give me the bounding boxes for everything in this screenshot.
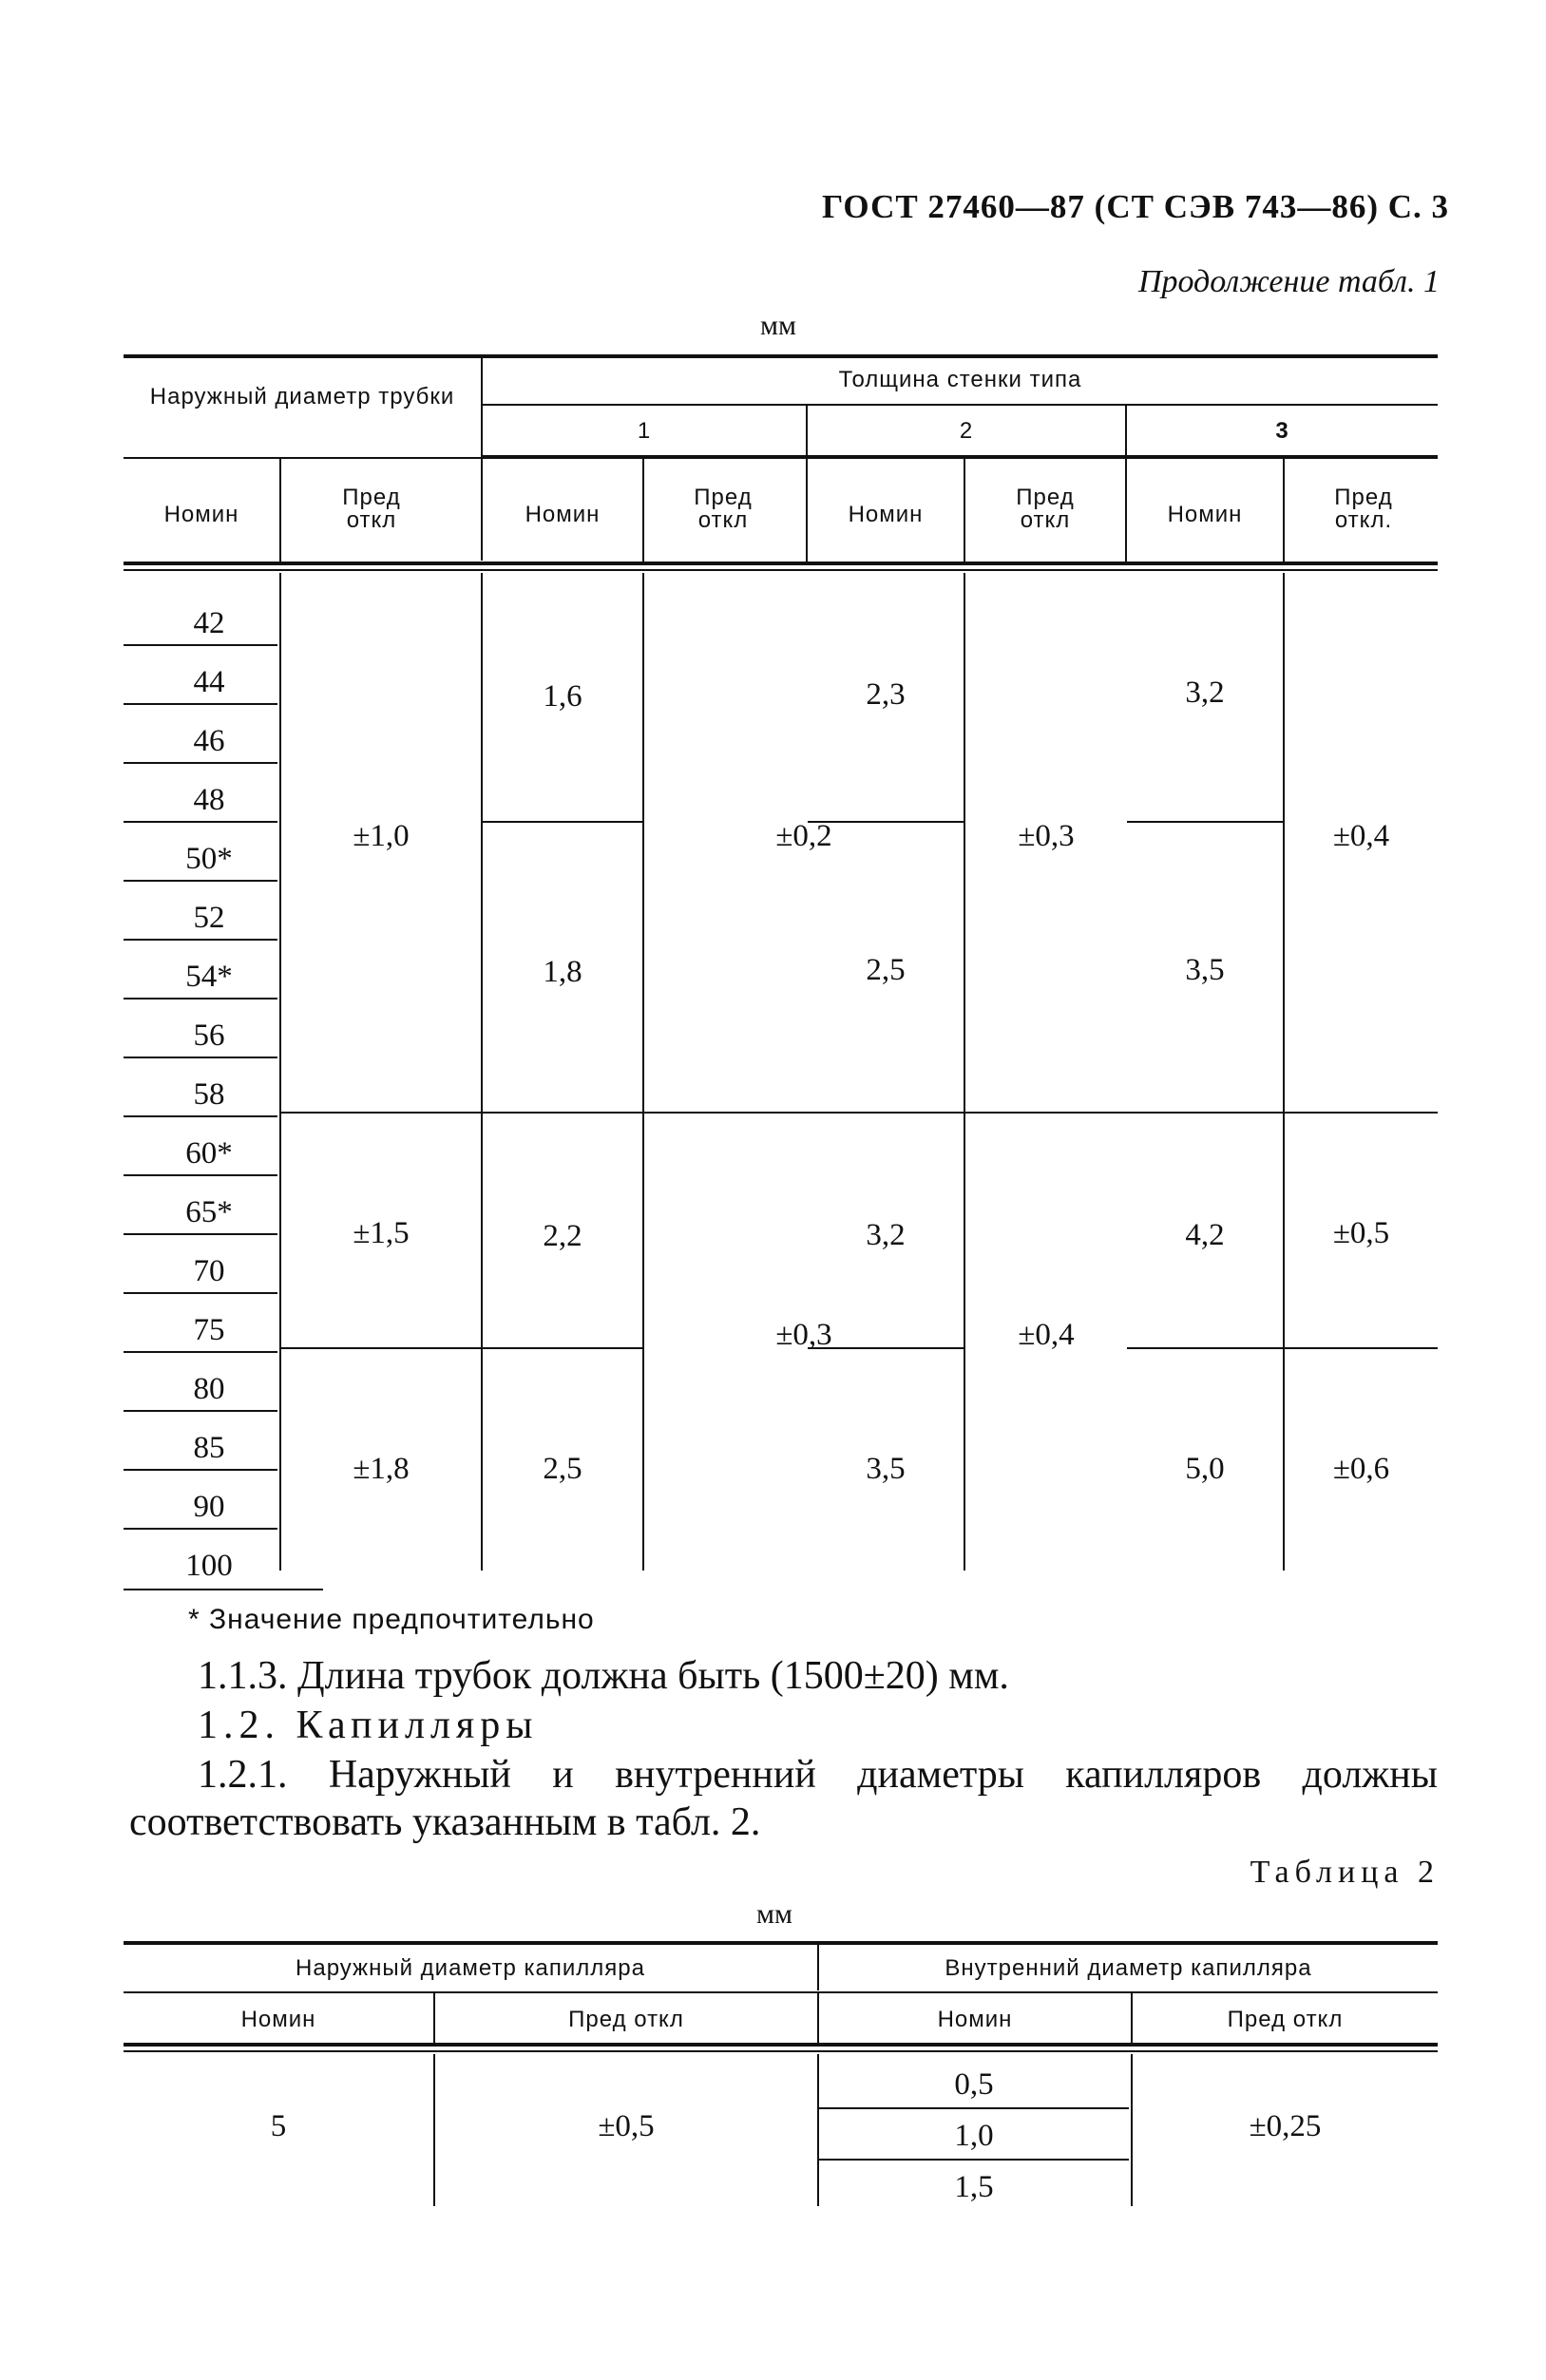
diameter-deviation: ±1,5 xyxy=(353,1216,410,1250)
type3-nominal: 5,0 xyxy=(1185,1452,1225,1486)
diameter-value: 80 xyxy=(193,1372,225,1406)
header-type1-dev: Пред откл xyxy=(694,485,753,533)
type2-deviation: ±0,3 xyxy=(1018,819,1075,853)
header-outer-diameter: Наружный диаметр трубки xyxy=(149,384,455,409)
type2-nominal: 3,2 xyxy=(866,1218,906,1252)
table-continuation-label: Продолжение табл. 1 xyxy=(1137,264,1440,299)
t2-outer-deviation: ±0,5 xyxy=(598,2109,655,2143)
diameter-value: 48 xyxy=(193,783,225,817)
type1-nominal: 1,8 xyxy=(543,955,582,989)
t2-inner-nominal: 0,5 xyxy=(954,2067,994,2102)
diameter-value: 46 xyxy=(193,724,225,758)
diameter-value: 44 xyxy=(193,665,225,699)
type1-nominal: 2,5 xyxy=(543,1452,582,1486)
header-type2-dev: Пред откл xyxy=(1016,485,1075,533)
type3-nominal: 3,2 xyxy=(1185,676,1225,710)
type3-deviation: ±0,6 xyxy=(1332,1452,1390,1486)
type2-deviation: ±0,4 xyxy=(1018,1318,1075,1352)
diameter-value: 70 xyxy=(193,1254,225,1288)
document-code: ГОСТ 27460—87 (СТ СЭВ 743—86) С. 3 xyxy=(822,188,1449,225)
diameter-deviation: ±1,8 xyxy=(353,1452,410,1486)
paragraph-1-1-3: 1.1.3. Длина трубок должна быть (1500±20) мм. xyxy=(198,1654,1009,1698)
paragraph-1-2-1-line2: соответствовать указанным в табл. 2. xyxy=(129,1800,761,1844)
header-dev: Пред откл xyxy=(342,485,401,533)
diameter-value: 85 xyxy=(193,1431,225,1465)
table-2-title: Таблица 2 xyxy=(1250,1855,1440,1890)
t2-header-inner: Внутренний диаметр капилляра xyxy=(945,1955,1312,1981)
diameter-value: 58 xyxy=(193,1077,225,1112)
t2-header-outer: Наружный диаметр капилляра xyxy=(296,1955,645,1981)
type2-nominal: 2,5 xyxy=(866,953,906,987)
type1-nominal: 1,6 xyxy=(543,679,582,714)
diameter-deviation: ±1,0 xyxy=(353,819,410,853)
type3-deviation: ±0,5 xyxy=(1332,1216,1390,1250)
type1-nominal: 2,2 xyxy=(543,1219,582,1253)
diameter-value: 50* xyxy=(185,842,233,876)
header-type-1: 1 xyxy=(637,418,652,444)
footnote: * Значение предпочтительно xyxy=(188,1604,595,1635)
header-type1-nom: Номин xyxy=(525,502,601,527)
type2-nominal: 3,5 xyxy=(866,1452,906,1486)
type3-nominal: 3,5 xyxy=(1185,953,1225,987)
type1-deviation: ±0,3 xyxy=(775,1318,832,1352)
diameter-value: 90 xyxy=(193,1490,225,1524)
t2-header-inner-dev: Пред откл xyxy=(1227,2007,1344,2032)
table-2-unit: мм xyxy=(756,1898,792,1930)
header-type-2: 2 xyxy=(959,418,974,444)
t2-inner-nominal: 1,5 xyxy=(954,2170,994,2204)
header-nom: Номин xyxy=(163,502,239,527)
diameter-value: 52 xyxy=(193,901,225,935)
unit-label: мм xyxy=(760,310,796,341)
diameter-value: 75 xyxy=(193,1313,225,1347)
diameter-value: 60* xyxy=(185,1136,233,1171)
paragraph-1-2-1-line1: 1.2.1. Наружный и внутренний диаметры капилляров должны xyxy=(198,1753,1438,1797)
t2-header-inner-nom: Номин xyxy=(937,2007,1013,2032)
type1-deviation: ±0,2 xyxy=(775,819,832,853)
t2-outer-nominal: 5 xyxy=(270,2109,287,2143)
type3-deviation: ±0,4 xyxy=(1332,819,1390,853)
diameter-value: 100 xyxy=(185,1549,233,1583)
type2-nominal: 2,3 xyxy=(866,677,906,712)
diameter-value: 54* xyxy=(185,960,233,994)
diameter-value: 56 xyxy=(193,1019,225,1053)
type3-nominal: 4,2 xyxy=(1185,1218,1225,1252)
t2-header-outer-nom: Номин xyxy=(240,2007,316,2032)
t2-header-outer-dev: Пред откл xyxy=(568,2007,684,2032)
t2-inner-nominal: 1,0 xyxy=(954,2119,994,2153)
header-type-3: 3 xyxy=(1275,418,1289,444)
paragraph-1-2-heading: 1.2. Капилляры xyxy=(198,1704,539,1747)
diameter-value: 42 xyxy=(193,606,225,640)
header-type3-nom: Номин xyxy=(1167,502,1243,527)
diameter-value: 65* xyxy=(185,1195,233,1229)
header-type2-nom: Номин xyxy=(848,502,924,527)
header-type3-dev: Пред откл. xyxy=(1334,485,1393,533)
header-wall-thickness: Толщина стенки типа xyxy=(838,367,1082,392)
t2-inner-deviation: ±0,25 xyxy=(1249,2109,1322,2143)
